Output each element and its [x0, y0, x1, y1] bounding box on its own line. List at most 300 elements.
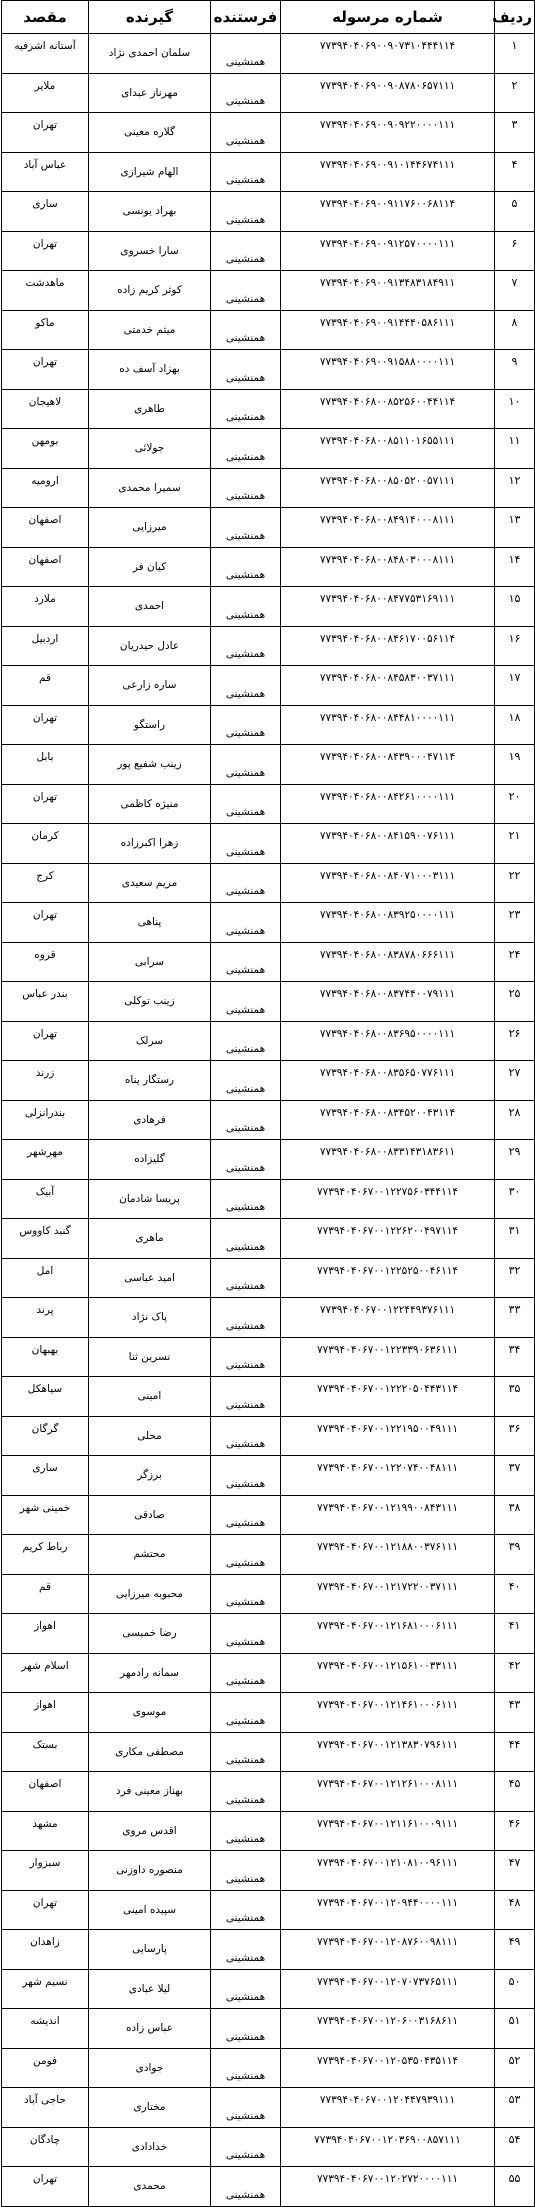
row-number-cell: ۲۰ [495, 784, 535, 824]
table-row [2, 1061, 535, 1101]
sender-cell: همنشینی [211, 1258, 281, 1298]
row-number-cell: ۲۶ [495, 1021, 535, 1061]
sender-cell: همنشینی [211, 1219, 281, 1259]
shipment-number-cell: ۷۷۳۹۴۰۴۰۶۸۰۰۸۳۳۱۴۳۱۸۳۶۱۱ [281, 1140, 495, 1180]
table-row [2, 152, 535, 192]
recipient-cell: امینی [89, 1377, 211, 1417]
recipient-cell: ماهری [89, 1219, 211, 1259]
destination-cell: رباط کریم [2, 1535, 89, 1575]
recipient-cell: سمانه رادمهر [89, 1653, 211, 1693]
sender-cell: همنشینی [211, 824, 281, 864]
row-number-cell: ۱ [495, 34, 535, 74]
destination-cell: اصفهان [2, 547, 89, 587]
row-number-cell: ۲۴ [495, 942, 535, 982]
row-number-cell: ۴۰ [495, 1574, 535, 1614]
sender-cell: همنشینی [211, 1614, 281, 1654]
shipment-number-cell: ۷۷۳۹۴۰۴۰۶۷۰۰۱۲۰۷۰۷۳۷۶۵۱۱۱ [281, 1969, 495, 2009]
table-row [2, 1298, 535, 1338]
destination-cell: سبزوار [2, 1851, 89, 1891]
recipient-cell: منیژه کاظمی [89, 784, 211, 824]
table-row [2, 1377, 535, 1417]
table-row [2, 1179, 535, 1219]
destination-cell: بومهن [2, 429, 89, 469]
shipment-number-cell: ۷۷۳۹۴۰۴۰۶۸۰۰۸۴۷۷۵۳۱۶۹۱۱۱ [281, 587, 495, 627]
row-number-cell: ۴۳ [495, 1693, 535, 1733]
row-number-cell: ۴۵ [495, 1772, 535, 1812]
table-row [2, 192, 535, 232]
recipient-cell: سارا خسروی [89, 231, 211, 271]
sender-cell: همنشینی [211, 1574, 281, 1614]
shipment-number-cell: ۷۷۳۹۴۰۴۰۶۷۰۰۱۲۲۷۵۶۰۳۴۴۱۱۴ [281, 1179, 495, 1219]
recipient-cell: زینب شفیع پور [89, 745, 211, 785]
table-row [2, 1219, 535, 1259]
shipment-number-cell: ۷۷۳۹۴۰۴۰۶۸۰۰۸۴۰۷۱۰۰۰۳۱۱۱ [281, 863, 495, 903]
shipment-number-cell: ۷۷۳۹۴۰۴۰۶۷۰۰۱۲۱۰۸۱۰۰۹۶۱۱۱ [281, 1851, 495, 1891]
recipient-cell: ساره زارعی [89, 666, 211, 706]
row-number-cell: ۱۴ [495, 547, 535, 587]
table-row [2, 1535, 535, 1575]
row-number-cell: ۶ [495, 231, 535, 271]
sender-cell: همنشینی [211, 666, 281, 706]
sender-cell: همنشینی [211, 1732, 281, 1772]
table-row [2, 1574, 535, 1614]
table-row [2, 1653, 535, 1693]
destination-cell: لاهیجان [2, 389, 89, 429]
row-number-cell: ۷ [495, 271, 535, 311]
recipient-cell: بهراد یونسی [89, 192, 211, 232]
table-row [2, 2088, 535, 2128]
destination-cell: گرگان [2, 1416, 89, 1456]
destination-cell: ملایر [2, 73, 89, 113]
row-number-cell: ۴۶ [495, 1811, 535, 1851]
destination-cell: سیاهکل [2, 1377, 89, 1417]
recipient-cell: پناهی [89, 903, 211, 943]
recipient-cell: مصطفی مکاری [89, 1732, 211, 1772]
table-row [2, 1416, 535, 1456]
shipment-number-cell: ۷۷۳۹۴۰۴۰۶۸۰۰۸۳۵۶۵۰۷۷۶۱۱۱ [281, 1061, 495, 1101]
table-row [2, 863, 535, 903]
recipient-cell: محمدی [89, 2167, 211, 2207]
row-number-cell: ۱۲ [495, 468, 535, 508]
recipient-cell: کیان فر [89, 547, 211, 587]
shipment-number-cell: ۷۷۳۹۴۰۴۰۶۷۰۰۱۲۲۱۹۵۰۰۴۹۱۱۱ [281, 1416, 495, 1456]
recipient-cell: الهام شیرازی [89, 152, 211, 192]
header-sender: فرستنده [211, 1, 281, 34]
sender-cell: همنشینی [211, 2127, 281, 2167]
shipment-number-cell: ۷۷۳۹۴۰۴۰۶۹۰۰۹۱۴۴۴۰۵۸۶۱۱۱ [281, 310, 495, 350]
shipment-number-cell: ۷۷۳۹۴۰۴۰۶۷۰۰۱۲۱۷۲۲۰۰۳۷۱۱۱ [281, 1574, 495, 1614]
destination-cell: تهران [2, 784, 89, 824]
row-number-cell: ۵۱ [495, 2009, 535, 2049]
row-number-cell: ۴۲ [495, 1653, 535, 1693]
header-row [2, 1, 535, 34]
recipient-cell: محلی [89, 1416, 211, 1456]
row-number-cell: ۲۳ [495, 903, 535, 943]
row-number-cell: ۸ [495, 310, 535, 350]
row-number-cell: ۱۶ [495, 626, 535, 666]
row-number-cell: ۲۵ [495, 982, 535, 1022]
recipient-cell: گلیزاده [89, 1140, 211, 1180]
shipments-table [1, 0, 535, 2207]
table-row [2, 547, 535, 587]
sender-cell: همنشینی [211, 1969, 281, 2009]
sender-cell: همنشینی [211, 271, 281, 311]
sender-cell: همنشینی [211, 784, 281, 824]
table-row [2, 1337, 535, 1377]
sender-cell: همنشینی [211, 468, 281, 508]
shipment-number-cell: ۷۷۳۹۴۰۴۰۶۷۰۰۱۲۲۲۰۵۰۴۴۳۱۱۴ [281, 1377, 495, 1417]
recipient-cell: سرابی [89, 942, 211, 982]
row-number-cell: ۳۹ [495, 1535, 535, 1575]
recipient-cell: عباس زاده [89, 2009, 211, 2049]
sender-cell: همنشینی [211, 1100, 281, 1140]
recipient-cell: رضا خمیسی [89, 1614, 211, 1654]
shipment-number-cell: ۷۷۳۹۴۰۴۰۶۸۰۰۸۴۳۹۰۰۰۴۷۱۱۴ [281, 745, 495, 785]
recipient-cell: راستگو [89, 705, 211, 745]
shipment-number-cell: ۷۷۳۹۴۰۴۰۶۷۰۰۱۲۲۰۷۴۰۰۴۸۱۱۱ [281, 1456, 495, 1496]
table-row [2, 1140, 535, 1180]
destination-cell: قروه [2, 942, 89, 982]
shipment-number-cell: ۷۷۳۹۴۰۴۰۶۹۰۰۹۰۹۲۲۰۰۰۰۱۱۱ [281, 113, 495, 153]
shipment-number-cell: ۷۷۳۹۴۰۴۰۶۹۰۰۹۰۸۷۸۰۶۵۷۱۱۱ [281, 73, 495, 113]
recipient-cell: بهناز معینی فرد [89, 1772, 211, 1812]
sender-cell: همنشینی [211, 982, 281, 1022]
table-row [2, 1772, 535, 1812]
sender-cell: همنشینی [211, 942, 281, 982]
shipment-number-cell: ۷۷۳۹۴۰۴۰۶۹۰۰۹۰۷۳۱۰۴۴۴۱۱۴ [281, 34, 495, 74]
destination-cell: کرمان [2, 824, 89, 864]
destination-cell: تهران [2, 231, 89, 271]
table-row [2, 1258, 535, 1298]
destination-cell: اندیشه [2, 2009, 89, 2049]
recipient-cell: رستگار پناه [89, 1061, 211, 1101]
shipment-number-cell: ۷۷۳۹۴۰۴۰۶۸۰۰۸۴۱۵۹۰۰۷۶۱۱۱ [281, 824, 495, 864]
shipment-number-cell: ۷۷۳۹۴۰۴۰۶۸۰۰۸۴۸۰۳۰۰۰۸۱۱۱ [281, 547, 495, 587]
sender-cell: همنشینی [211, 705, 281, 745]
row-number-cell: ۳۷ [495, 1456, 535, 1496]
shipment-number-cell: ۷۷۳۹۴۰۴۰۶۷۰۰۱۲۱۵۶۱۰۰۳۳۱۱۱ [281, 1653, 495, 1693]
table-row [2, 468, 535, 508]
shipment-number-cell: ۷۷۳۹۴۰۴۰۶۷۰۰۱۲۲۳۳۹۰۶۳۶۱۱۱ [281, 1337, 495, 1377]
table-row [2, 1100, 535, 1140]
destination-cell: چادگان [2, 2127, 89, 2167]
sender-cell: همنشینی [211, 2048, 281, 2088]
row-number-cell: ۳۰ [495, 1179, 535, 1219]
shipment-number-cell: ۷۷۳۹۴۰۴۰۶۸۰۰۸۳۸۷۸۰۶۶۶۱۱۱ [281, 942, 495, 982]
row-number-cell: ۱۷ [495, 666, 535, 706]
table-row [2, 2048, 535, 2088]
recipient-cell: مختاری [89, 2088, 211, 2128]
table-row [2, 34, 535, 74]
recipient-cell: میرزایی [89, 508, 211, 548]
destination-cell: زاهدان [2, 1930, 89, 1970]
table-row [2, 1614, 535, 1654]
shipment-number-cell: ۷۷۳۹۴۰۴۰۶۸۰۰۸۳۹۲۵۰۰۰۰۱۱۱ [281, 903, 495, 943]
sender-cell: همنشینی [211, 1061, 281, 1101]
sender-cell: همنشینی [211, 1495, 281, 1535]
sender-cell: همنشینی [211, 152, 281, 192]
recipient-cell: جولائی [89, 429, 211, 469]
sender-cell: همنشینی [211, 1811, 281, 1851]
table-row [2, 942, 535, 982]
destination-cell: بندر عباس [2, 982, 89, 1022]
row-number-cell: ۹ [495, 350, 535, 390]
row-number-cell: ۴۸ [495, 1890, 535, 1930]
shipment-number-cell: ۷۷۳۹۴۰۴۰۶۷۰۰۱۲۱۳۸۳۰۷۹۶۱۱۱ [281, 1732, 495, 1772]
sender-cell: همنشینی [211, 1416, 281, 1456]
destination-cell: تهران [2, 1890, 89, 1930]
sender-cell: همنشینی [211, 2088, 281, 2128]
table-row [2, 705, 535, 745]
sender-cell: همنشینی [211, 1930, 281, 1970]
recipient-cell: محتشم [89, 1535, 211, 1575]
recipient-cell: صادقی [89, 1495, 211, 1535]
sender-cell: همنشینی [211, 1890, 281, 1930]
sender-cell: همنشینی [211, 1337, 281, 1377]
sender-cell: همنشینی [211, 1456, 281, 1496]
shipment-number-cell: ۷۷۳۹۴۰۴۰۶۸۰۰۸۴۹۱۴۰۰۰۸۱۱۱ [281, 508, 495, 548]
shipment-number-cell: ۷۷۳۹۴۰۴۰۶۹۰۰۹۱۳۴۸۳۱۸۴۹۱۱ [281, 271, 495, 311]
recipient-cell: میثم خدمتی [89, 310, 211, 350]
sender-cell: همنشینی [211, 73, 281, 113]
shipment-number-cell: ۷۷۳۹۴۰۴۰۶۷۰۰۱۲۲۵۲۵۰۰۴۶۱۱۴ [281, 1258, 495, 1298]
sender-cell: همنشینی [211, 1693, 281, 1733]
row-number-cell: ۴۱ [495, 1614, 535, 1654]
destination-cell: امل [2, 1258, 89, 1298]
destination-cell: تهران [2, 1021, 89, 1061]
destination-cell: خمینی شهر [2, 1495, 89, 1535]
destination-cell: بهبهان [2, 1337, 89, 1377]
shipment-number-cell: ۷۷۳۹۴۰۴۰۶۷۰۰۱۲۰۴۴۷۹۳۹۱۱۱ [281, 2088, 495, 2128]
recipient-cell: عادل حیدریان [89, 626, 211, 666]
shipment-number-cell: ۷۷۳۹۴۰۴۰۶۷۰۰۱۲۲۴۴۹۳۷۶۱۱۱ [281, 1298, 495, 1338]
row-number-cell: ۳۳ [495, 1298, 535, 1338]
destination-cell: اردبیل [2, 626, 89, 666]
destination-cell: اصفهان [2, 508, 89, 548]
destination-cell: قم [2, 666, 89, 706]
shipment-number-cell: ۷۷۳۹۴۰۴۰۶۸۰۰۸۵۱۱۰۱۶۵۵۱۱۱ [281, 429, 495, 469]
destination-cell: نسیم شهر [2, 1969, 89, 2009]
shipment-number-cell: ۷۷۳۹۴۰۴۰۶۹۰۰۹۱۱۷۶۰۰۶۸۱۱۴ [281, 192, 495, 232]
table-row [2, 389, 535, 429]
shipment-number-cell: ۷۷۳۹۴۰۴۰۶۷۰۰۱۲۰۵۳۵۰۴۳۵۱۱۴ [281, 2048, 495, 2088]
row-number-cell: ۲ [495, 73, 535, 113]
table-row [2, 1693, 535, 1733]
row-number-cell: ۲۹ [495, 1140, 535, 1180]
recipient-cell: پارسایی [89, 1930, 211, 1970]
sender-cell: همنشینی [211, 587, 281, 627]
row-number-cell: ۳۵ [495, 1377, 535, 1417]
shipment-number-cell: ۷۷۳۹۴۰۴۰۶۹۰۰۹۱۵۸۸۰۰۰۰۱۱۱ [281, 350, 495, 390]
shipment-number-cell: ۷۷۳۹۴۰۴۰۶۸۰۰۸۴۶۱۷۰۰۵۶۱۱۴ [281, 626, 495, 666]
destination-cell: عباس آباد [2, 152, 89, 192]
destination-cell: زرند [2, 1061, 89, 1101]
destination-cell: آستانه اشرفیه [2, 34, 89, 74]
destination-cell: فومن [2, 2048, 89, 2088]
row-number-cell: ۲۱ [495, 824, 535, 864]
recipient-cell: امید عباسی [89, 1258, 211, 1298]
recipient-cell: اقدس مروی [89, 1811, 211, 1851]
sender-cell: همنشینی [211, 1298, 281, 1338]
table-row [2, 1732, 535, 1772]
row-number-cell: ۳۲ [495, 1258, 535, 1298]
sender-cell: همنشینی [211, 1851, 281, 1891]
sender-cell: همنشینی [211, 508, 281, 548]
row-number-cell: ۴۹ [495, 1930, 535, 1970]
recipient-cell: احمدی [89, 587, 211, 627]
row-number-cell: ۵۴ [495, 2127, 535, 2167]
sender-cell: همنشینی [211, 34, 281, 74]
table-row [2, 429, 535, 469]
shipment-number-cell: ۷۷۳۹۴۰۴۰۶۷۰۰۱۲۰۸۷۶۰۰۹۸۱۱۱ [281, 1930, 495, 1970]
sender-cell: همنشینی [211, 429, 281, 469]
shipment-number-cell: ۷۷۳۹۴۰۴۰۶۷۰۰۱۲۰۶۰۰۳۱۶۸۶۱۱ [281, 2009, 495, 2049]
destination-cell: تهران [2, 2167, 89, 2207]
sender-cell: همنشینی [211, 2167, 281, 2207]
row-number-cell: ۴۴ [495, 1732, 535, 1772]
header-shipment-number: شماره مرسوله [281, 1, 495, 34]
sender-cell: همنشینی [211, 1021, 281, 1061]
table-row [2, 2167, 535, 2207]
table-row [2, 903, 535, 943]
table-row [2, 231, 535, 271]
recipient-cell: مهرناز عبدای [89, 73, 211, 113]
destination-cell: کرج [2, 863, 89, 903]
sender-cell: همنشینی [211, 113, 281, 153]
table-row [2, 1021, 535, 1061]
destination-cell: بستک [2, 1732, 89, 1772]
destination-cell: مهرشهر [2, 1140, 89, 1180]
row-number-cell: ۲۸ [495, 1100, 535, 1140]
sender-cell: همنشینی [211, 192, 281, 232]
table-row [2, 824, 535, 864]
destination-cell: ساری [2, 192, 89, 232]
shipment-number-cell: ۷۷۳۹۴۰۴۰۶۸۰۰۸۴۲۶۱۰۰۰۰۱۱۱ [281, 784, 495, 824]
shipment-number-cell: ۷۷۳۹۴۰۴۰۶۸۰۰۸۳۷۴۴۰۰۷۹۱۱۱ [281, 982, 495, 1022]
sender-cell: همنشینی [211, 1179, 281, 1219]
header-recipient: گیرنده [89, 1, 211, 34]
shipment-number-cell: ۷۷۳۹۴۰۴۰۶۸۰۰۸۵۲۵۶۰۰۴۴۱۱۴ [281, 389, 495, 429]
row-number-cell: ۱۰ [495, 389, 535, 429]
table-header [2, 1, 535, 34]
row-number-cell: ۱۸ [495, 705, 535, 745]
recipient-cell: لیلا عبادی [89, 1969, 211, 2009]
recipient-cell: نسرین ثنا [89, 1337, 211, 1377]
destination-cell: حاجی آباد [2, 2088, 89, 2128]
row-number-cell: ۱۱ [495, 429, 535, 469]
recipient-cell: موسوی [89, 1693, 211, 1733]
shipment-number-cell: ۷۷۳۹۴۰۴۰۶۹۰۰۹۱۰۱۴۴۶۷۴۱۱۱ [281, 152, 495, 192]
row-number-cell: ۱۹ [495, 745, 535, 785]
shipment-number-cell: ۷۷۳۹۴۰۴۰۶۷۰۰۱۲۱۲۶۱۰۰۰۸۱۱۱ [281, 1772, 495, 1812]
shipment-number-cell: ۷۷۳۹۴۰۴۰۶۷۰۰۱۲۱۱۶۱۰۰۰۹۱۱۱ [281, 1811, 495, 1851]
destination-cell: اصفهان [2, 1772, 89, 1812]
sender-cell: همنشینی [211, 350, 281, 390]
shipment-number-cell: ۷۷۳۹۴۰۴۰۶۹۰۰۹۱۲۵۷۰۰۰۰۱۱۱ [281, 231, 495, 271]
recipient-cell: منصوره داوزنی [89, 1851, 211, 1891]
row-number-cell: ۴۷ [495, 1851, 535, 1891]
shipment-number-cell: ۷۷۳۹۴۰۴۰۶۷۰۰۱۲۱۸۸۰۰۳۷۶۱۱۱ [281, 1535, 495, 1575]
sender-cell: همنشینی [211, 231, 281, 271]
shipment-number-cell: ۷۷۳۹۴۰۴۰۶۷۰۰۱۲۰۲۷۲۰۰۰۰۱۱۱ [281, 2167, 495, 2207]
sender-cell: همنشینی [211, 863, 281, 903]
recipient-cell: گلاره معینی [89, 113, 211, 153]
recipient-cell: جوادی [89, 2048, 211, 2088]
destination-cell: ماهدشت [2, 271, 89, 311]
sender-cell: همنشینی [211, 310, 281, 350]
table-row [2, 745, 535, 785]
shipment-number-cell: ۷۷۳۹۴۰۴۰۶۷۰۰۱۲۲۶۲۰۰۴۹۷۱۱۴ [281, 1219, 495, 1259]
header-destination: مقصد [2, 1, 89, 34]
recipient-cell: سرلک [89, 1021, 211, 1061]
table-row [2, 1495, 535, 1535]
sender-cell: همنشینی [211, 2009, 281, 2049]
recipient-cell: سمیرا محمدی [89, 468, 211, 508]
recipient-cell: زهرا اکبرزاده [89, 824, 211, 864]
recipient-cell: کوثر کریم زاده [89, 271, 211, 311]
table-row [2, 982, 535, 1022]
destination-cell: تهران [2, 705, 89, 745]
sender-cell: همنشینی [211, 1140, 281, 1180]
shipment-number-cell: ۷۷۳۹۴۰۴۰۶۷۰۰۱۲۱۹۹۰۰۸۴۳۱۱۱ [281, 1495, 495, 1535]
shipment-number-cell: ۷۷۳۹۴۰۴۰۶۸۰۰۸۳۶۹۵۰۰۰۰۱۱۱ [281, 1021, 495, 1061]
recipient-cell: فرهادی [89, 1100, 211, 1140]
table-row [2, 350, 535, 390]
recipient-cell: طاهری [89, 389, 211, 429]
shipment-number-cell: ۷۷۳۹۴۰۴۰۶۷۰۰۱۲۰۳۶۹۰۰۸۵۷۱۱۱ [281, 2127, 495, 2167]
row-number-cell: ۵۲ [495, 2048, 535, 2088]
recipient-cell: محبوبه میرزایی [89, 1574, 211, 1614]
row-number-cell: ۳۱ [495, 1219, 535, 1259]
table-row [2, 73, 535, 113]
row-number-cell: ۱۵ [495, 587, 535, 627]
row-number-cell: ۳۴ [495, 1337, 535, 1377]
destination-cell: ساری [2, 1456, 89, 1496]
recipient-cell: سلمان احمدی نژاد [89, 34, 211, 74]
row-number-cell: ۴ [495, 152, 535, 192]
table-row [2, 1851, 535, 1891]
recipient-cell: پریسا شادمان [89, 1179, 211, 1219]
shipment-number-cell: ۷۷۳۹۴۰۴۰۶۸۰۰۸۵۰۵۲۰۰۵۷۱۱۱ [281, 468, 495, 508]
destination-cell: اهواز [2, 1614, 89, 1654]
table-row [2, 508, 535, 548]
destination-cell: بندرانزلی [2, 1100, 89, 1140]
shipment-number-cell: ۷۷۳۹۴۰۴۰۶۸۰۰۸۳۴۵۲۰۰۴۳۱۱۴ [281, 1100, 495, 1140]
shipment-number-cell: ۷۷۳۹۴۰۴۰۶۸۰۰۸۴۴۸۱۰۰۰۰۱۱۱ [281, 705, 495, 745]
row-number-cell: ۳ [495, 113, 535, 153]
sender-cell: همنشینی [211, 1377, 281, 1417]
recipient-cell: پاک نژاد [89, 1298, 211, 1338]
table-row [2, 1811, 535, 1851]
table-row [2, 1890, 535, 1930]
table-row [2, 310, 535, 350]
sender-cell: همنشینی [211, 1772, 281, 1812]
table-row [2, 2127, 535, 2167]
shipment-number-cell: ۷۷۳۹۴۰۴۰۶۷۰۰۱۲۱۶۸۱۰۰۰۶۱۱۱ [281, 1614, 495, 1654]
sender-cell: همنشینی [211, 547, 281, 587]
destination-cell: ماکو [2, 310, 89, 350]
table-row [2, 113, 535, 153]
destination-cell: تهران [2, 350, 89, 390]
header-radif: ردیف [495, 1, 535, 34]
table-row [2, 2009, 535, 2049]
destination-cell: تهران [2, 113, 89, 153]
destination-cell: اسلام شهر [2, 1653, 89, 1693]
shipment-number-cell: ۷۷۳۹۴۰۴۰۶۸۰۰۸۴۵۸۳۰۰۳۷۱۱۱ [281, 666, 495, 706]
recipient-cell: مریم سعیدی [89, 863, 211, 903]
table-row [2, 271, 535, 311]
destination-cell: اهواز [2, 1693, 89, 1733]
